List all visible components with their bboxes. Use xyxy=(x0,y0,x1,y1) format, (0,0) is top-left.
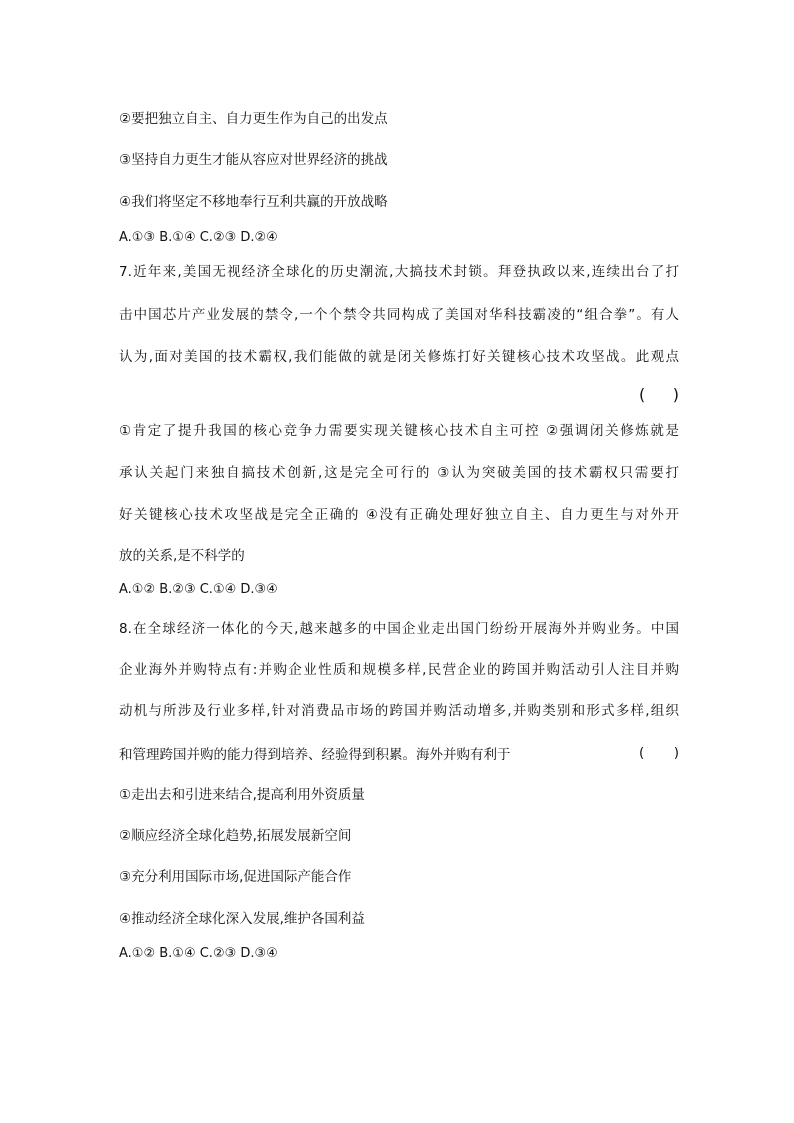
q7-stem-line-3: 认为,面对美国的技术霸权,我们能做的就是闭关修炼打好关键核心技术攻坚战。此观点 xyxy=(119,349,679,365)
q6-item-2: ②要把独立自主、自力更生作为自己的出发点 xyxy=(119,111,388,127)
q7-choice-line-3: 好关键核心技术攻坚战是完全正确的 ④没有正确处理好独立自主、自力更生与对外开 xyxy=(119,507,679,523)
q8-stem-line-1: 8.在全球经济一体化的今天,越来越多的中国企业走出国门纷纷开展海外并购业务。中国 xyxy=(119,621,679,637)
q7-choice-line-4: 放的关系,是不科学的 xyxy=(119,548,245,564)
q7-paren-left: ( xyxy=(639,385,646,404)
q8-stem-line-3: 动机与所涉及行业多样,针对消费品市场的跨国并购活动增多,并购类别和形式多样,组织 xyxy=(119,703,679,719)
q7-paren-right: ) xyxy=(672,385,679,404)
q8-options: A.①② B.①④ C.②③ D.③④ xyxy=(119,946,278,961)
q8-item-1: ①走出去和引进来结合,提高利用外资质量 xyxy=(119,787,365,803)
q6-item-4: ④我们将坚定不移地奉行互利共赢的开放战略 xyxy=(119,194,388,210)
q7-stem-line-1: 7.近年来,美国无视经济全球化的历史潮流,大搞技术封锁。拜登执政以来,连续出台了打 xyxy=(119,264,679,280)
q8-item-3: ③充分利用国际市场,促进国际产能合作 xyxy=(119,869,352,885)
q8-item-2: ②顺应经济全球化趋势,拓展发展新空间 xyxy=(119,828,352,844)
q8-item-4: ④推动经济全球化深入发展,维护各国利益 xyxy=(119,911,365,927)
q6-item-3: ③坚持自力更生才能从容应对世界经济的挑战 xyxy=(119,152,388,168)
q7-options: A.①② B.②③ C.①④ D.③④ xyxy=(119,582,278,597)
q8-stem-line-4: 和管理跨国并购的能力得到培养、经验得到积累。海外并购有利于 xyxy=(119,747,511,763)
q7-answer-paren xyxy=(119,385,679,403)
q8-paren-right: ) xyxy=(673,745,679,761)
q6-options: A.①③ B.①④ C.②③ D.②④ xyxy=(119,230,278,245)
q8-paren-left: ( xyxy=(639,745,645,761)
q7-choice-line-2: 承认关起门来独自搞技术创新,这是完全可行的 ③认为突破美国的技术霸权只需要打 xyxy=(119,465,679,481)
q8-stem-line-2: 企业海外并购特点有:并购企业性质和规模多样,民营企业的跨国并购活动引人注目并购 xyxy=(119,662,679,678)
q7-choice-line-1: ①肯定了提升我国的核心竞争力需要实现关键核心技术自主可控 ②强调闭关修炼就是 xyxy=(119,423,679,439)
q7-stem-line-2: 击中国芯片产业发展的禁令,一个个禁令共同构成了美国对华科技霸凌的“组合拳”。有人 xyxy=(119,307,679,323)
q8-stem-line-4-row xyxy=(119,744,679,762)
